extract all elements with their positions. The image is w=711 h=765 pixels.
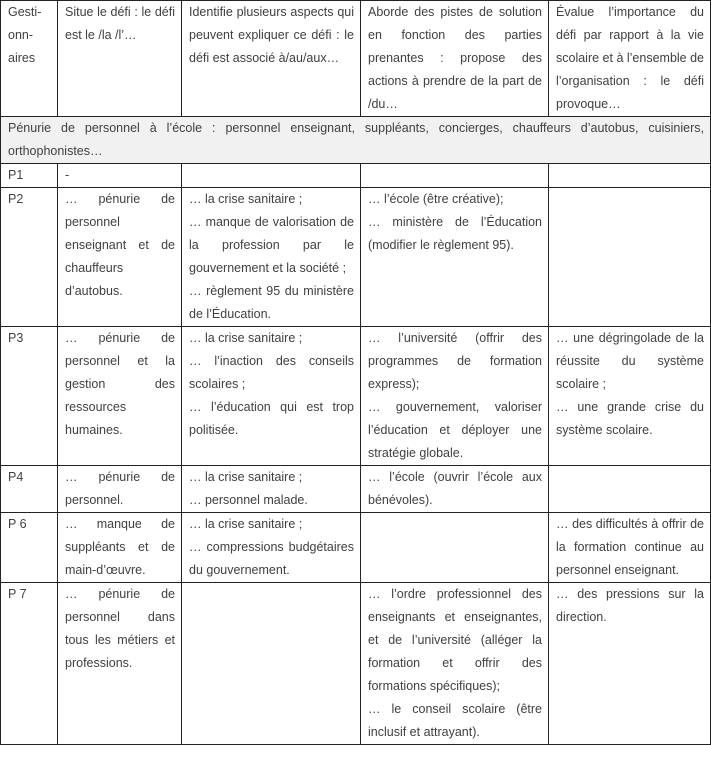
defi-cell-line: … pénurie de personnel dans tous les métiers et professions. bbox=[65, 587, 175, 670]
pistes-cell bbox=[361, 188, 549, 327]
pistes-cell bbox=[361, 164, 549, 188]
aspects-cell bbox=[182, 583, 361, 745]
pistes-cell-line: … gouvernement, valoriser l’éducation et déployer une stratégie globale. bbox=[368, 400, 542, 460]
table-row bbox=[1, 583, 711, 745]
pistes-cell-line: … l’école (être créative); bbox=[368, 192, 504, 206]
aspects-cell-line: … compressions budgétaires du gouvernement. bbox=[189, 540, 354, 577]
pistes-cell-line: … ministère de l’Éducation (modifier le règlement 95). bbox=[368, 215, 542, 252]
pistes-cell bbox=[361, 466, 549, 513]
table-body bbox=[1, 164, 711, 745]
aspects-cell bbox=[182, 466, 361, 513]
aspects-cell-line: … l’inaction des conseils scolaires ; bbox=[189, 354, 354, 391]
defi-cell-line: … pénurie de personnel enseignant et de chauffeurs d’autobus. bbox=[65, 192, 175, 298]
section-row bbox=[1, 117, 711, 164]
aspects-cell-line: … manque de valorisation de la profession par le gouvernement et la société ; bbox=[189, 215, 354, 275]
defi-cell-line: … pénurie de personnel. bbox=[65, 470, 175, 507]
pistes-cell bbox=[361, 327, 549, 466]
pistes-cell-line: … l’université (offrir des programmes de formation express); bbox=[368, 331, 542, 391]
aspects-cell-line: … l’éducation qui est trop politisée. bbox=[189, 400, 354, 437]
defi-cell-line: … pénurie de personnel et la gestion des ressources humaines. bbox=[65, 331, 175, 437]
header-situe-defi: Situe le défi : le défi est le /la /l’… bbox=[58, 1, 182, 117]
importance-cell-line: … une dégringolade de la réussite du système scolaire ; bbox=[556, 331, 704, 391]
defi-cell-line: … manque de suppléants et de main-d’œuvre. bbox=[65, 517, 175, 577]
importance-cell bbox=[549, 188, 711, 327]
gestionnaire-id: P4 bbox=[1, 466, 58, 513]
importance-cell bbox=[549, 513, 711, 583]
aspects-cell-line: … la crise sanitaire ; bbox=[189, 192, 303, 206]
defi-cell bbox=[58, 327, 182, 466]
importance-cell bbox=[549, 583, 711, 745]
aspects-cell-line: … la crise sanitaire ; bbox=[189, 517, 303, 531]
table-row bbox=[1, 188, 711, 327]
header-aspects: Identifie plusieurs aspects qui peuvent expliquer ce défi : le défi est associé à/au/aux… bbox=[182, 1, 361, 117]
defi-cell bbox=[58, 466, 182, 513]
pistes-cell-line: … l’ordre professionnel des enseignants et enseignantes, et de l’université (alléger la formation et offrir des formations spécifiques); bbox=[368, 587, 542, 693]
aspects-cell bbox=[182, 164, 361, 188]
gestionnaire-id: P3 bbox=[1, 327, 58, 466]
section-title: Pénurie de personnel à l’école : personnel enseignant, suppléants, concierges, chauffeurs d’autobus, cuisiniers, orthophonistes… bbox=[1, 117, 711, 164]
defi-cell bbox=[58, 164, 182, 188]
header-gestionnaires: Gestionnaires bbox=[1, 1, 58, 117]
header-importance: Évalue l’importance du défi par rapport à la vie scolaire et à l’ensemble de l’organisation : le défi provoque… bbox=[549, 1, 711, 117]
aspects-cell-line: … règlement 95 du ministère de l’Éducation. bbox=[189, 284, 354, 321]
gestionnaire-id: P2 bbox=[1, 188, 58, 327]
gestionnaire-id: P 6 bbox=[1, 513, 58, 583]
table-row bbox=[1, 327, 711, 466]
pistes-cell-line: … le conseil scolaire (être inclusif et attrayant). bbox=[368, 702, 542, 739]
pistes-cell bbox=[361, 583, 549, 745]
table-row bbox=[1, 513, 711, 583]
header-pistes-solution: Aborde des pistes de solution en fonction des parties prenantes : propose des actions à prendre de la part de /du… bbox=[361, 1, 549, 117]
gestionnaire-id: P 7 bbox=[1, 583, 58, 745]
table-row bbox=[1, 164, 711, 188]
pistes-cell bbox=[361, 513, 549, 583]
importance-cell bbox=[549, 327, 711, 466]
aspects-cell-line: … personnel malade. bbox=[189, 493, 308, 507]
defi-cell bbox=[58, 513, 182, 583]
pistes-cell-line: … l’école (ouvrir l’école aux bénévoles). bbox=[368, 470, 542, 507]
table-row bbox=[1, 466, 711, 513]
aspects-cell bbox=[182, 188, 361, 327]
aspects-cell-line: … la crise sanitaire ; bbox=[189, 470, 303, 484]
aspects-cell bbox=[182, 513, 361, 583]
importance-cell-line: … une grande crise du système scolaire. bbox=[556, 400, 704, 437]
importance-cell bbox=[549, 164, 711, 188]
gestionnaire-id: P1 bbox=[1, 164, 58, 188]
importance-cell bbox=[549, 466, 711, 513]
importance-cell-line: … des pressions sur la direction. bbox=[556, 587, 704, 624]
importance-cell-line: … des difficultés à offrir de la formation continue au personnel enseignant. bbox=[556, 517, 704, 577]
defi-cell-line: - bbox=[65, 168, 70, 182]
defi-cell bbox=[58, 188, 182, 327]
aspects-cell-line: … la crise sanitaire ; bbox=[189, 331, 303, 345]
aspects-cell bbox=[182, 327, 361, 466]
defi-cell bbox=[58, 583, 182, 745]
table-header-row bbox=[1, 1, 711, 117]
